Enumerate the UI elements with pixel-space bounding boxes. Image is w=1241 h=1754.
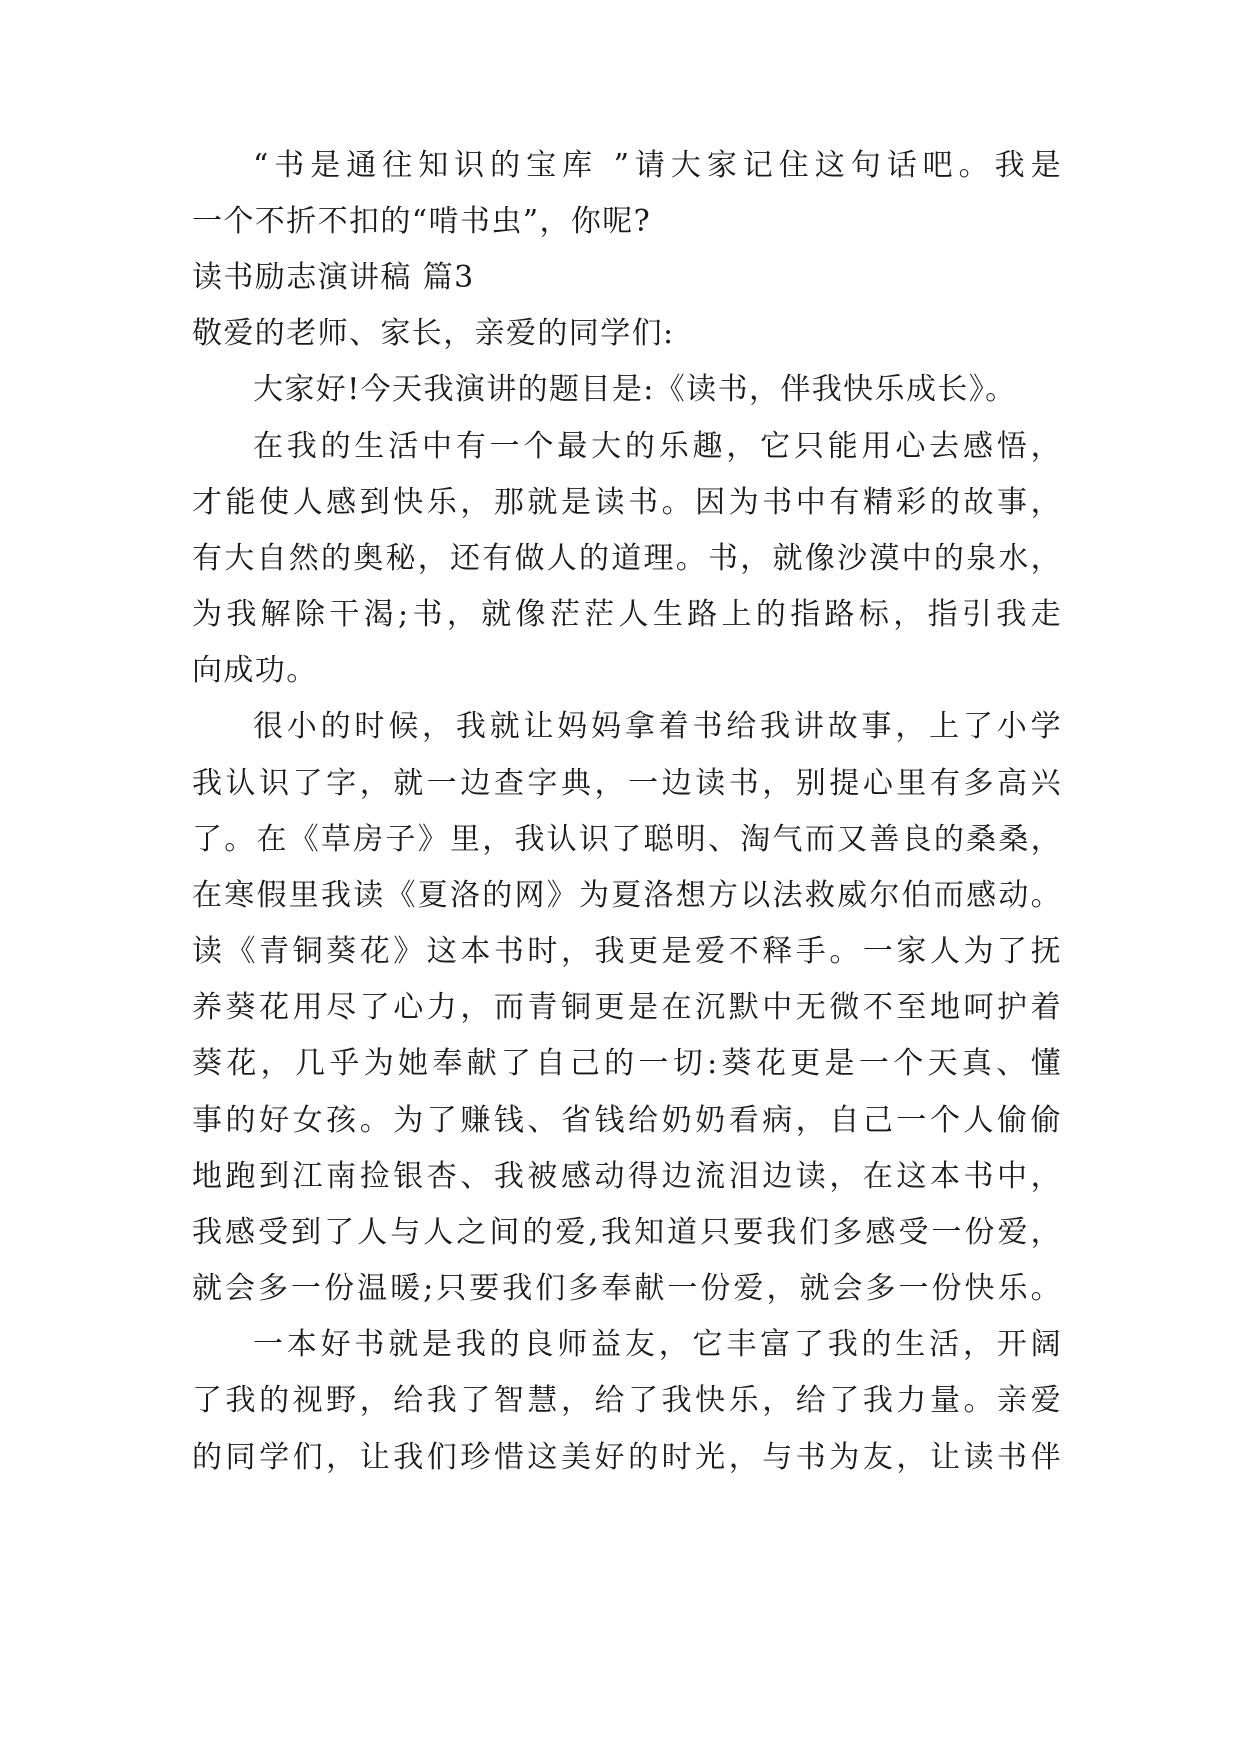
text-line: 读《青铜葵花》这本书时，我更是爱不释手。一家人为了抚	[192, 934, 1062, 969]
text-line: “书是通往知识的宝库 ”请大家记住这句话吧。我是	[253, 148, 1062, 183]
text-line: 向成功。	[192, 653, 318, 688]
text-line: 一个不折不扣的“啃书虫”，你呢?	[192, 204, 652, 239]
text-line: 有大自然的奥秘，还有做人的道理。书，就像沙漠中的泉水，	[192, 541, 1062, 576]
text-line: 事的好女孩。为了赚钱、省钱给奶奶看病，自己一个人偷偷	[192, 1103, 1062, 1138]
text-line: 很小的时候，我就让妈妈拿着书给我讲故事，上了小学	[253, 709, 1062, 744]
text-line: 我认识了字，就一边查字典，一边读书，别提心里有多高兴	[192, 766, 1062, 801]
text-line: 的同学们，让我们珍惜这美好的时光，与书为友，让读书伴	[192, 1440, 1062, 1475]
text-line: 才能使人感到快乐，那就是读书。因为书中有精彩的故事，	[192, 485, 1062, 520]
text-line: 一本好书就是我的良师益友，它丰富了我的生活，开阔	[253, 1327, 1062, 1362]
salutation: 敬爱的老师、家长，亲爱的同学们:	[192, 316, 675, 351]
text-line: 在我的生活中有一个最大的乐趣，它只能用心去感悟，	[253, 429, 1062, 464]
text-line: 地跑到江南捡银杏、我被感动得边流泪边读，在这本书中，	[192, 1159, 1062, 1194]
text-line: 葵花，几乎为她奉献了自己的一切:葵花更是一个天真、懂	[192, 1046, 1062, 1081]
section-heading: 读书励志演讲稿 篇3	[192, 260, 475, 295]
text-line: 就会多一份温暖;只要我们多奉献一份爱，就会多一份快乐。	[192, 1271, 1062, 1306]
text-line: 我感受到了人与人之间的爱,我知道只要我们多感受一份爱，	[192, 1215, 1062, 1250]
text-line: 养葵花用尽了心力，而青铜更是在沉默中无微不至地呵护着	[192, 990, 1062, 1025]
text-line: 了我的视野，给我了智慧，给了我快乐，给了我力量。亲爱	[192, 1383, 1062, 1418]
text-line: 了。在《草房子》里，我认识了聪明、淘气而又善良的桑桑，	[192, 822, 1062, 857]
text-line: 在寒假里我读《夏洛的网》为夏洛想方以法救威尔伯而感动。	[192, 878, 1062, 913]
text-line: 大家好!今天我演讲的题目是:《读书，伴我快乐成长》。	[253, 372, 1017, 407]
text-line: 为我解除干渴;书，就像茫茫人生路上的指路标，指引我走	[192, 597, 1062, 632]
